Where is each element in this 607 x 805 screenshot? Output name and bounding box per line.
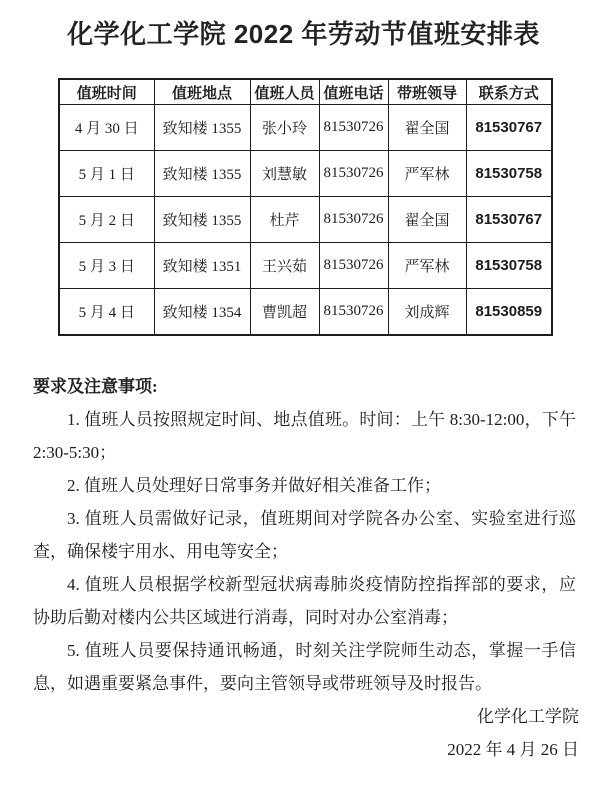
- cell-duty-time: 5 月 3 日: [59, 243, 154, 289]
- duty-schedule-table: [58, 78, 553, 336]
- cell-duty-location: 致知楼 1354: [154, 289, 250, 336]
- signature-block: [0, 700, 579, 766]
- cell-duty-leader: 严军林: [388, 151, 466, 197]
- cell-contact: 81530767: [466, 197, 552, 243]
- cell-duty-person: 张小玲: [250, 105, 319, 151]
- cell-duty-location: 致知楼 1355: [154, 105, 250, 151]
- cell-duty-leader: 刘成辉: [388, 289, 466, 336]
- cell-contact: 81530767: [466, 105, 552, 151]
- table-row: [59, 151, 552, 197]
- cell-duty-person: 杜芹: [250, 197, 319, 243]
- cell-duty-time: 5 月 2 日: [59, 197, 154, 243]
- col-header-duty-phone: 值班电话: [319, 79, 388, 105]
- table-row: [59, 289, 552, 336]
- cell-contact: 81530758: [466, 243, 552, 289]
- cell-duty-time: 5 月 1 日: [59, 151, 154, 197]
- table-header-row: [59, 79, 552, 105]
- document-page: [0, 17, 607, 805]
- cell-duty-phone: 81530726: [319, 151, 388, 197]
- notes-section: [33, 370, 576, 700]
- cell-duty-location: 致知楼 1355: [154, 151, 250, 197]
- note-item-3: 3. 值班人员需做好记录，值班期间对学院各办公室、实验室进行巡查，确保楼宇用水、用电等安全；: [33, 509, 576, 561]
- page-title: 化学化工学院 2022 年劳动节值班安排表: [67, 19, 540, 49]
- col-header-duty-person: 值班人员: [250, 79, 319, 105]
- cell-duty-phone: 81530726: [319, 243, 388, 289]
- note-item-1: 1. 值班人员按照规定时间、地点值班。时间：上午 8:30-12:00，下午 2:30-5:30；: [33, 410, 576, 462]
- table-row: [59, 105, 552, 151]
- notes-heading: 要求及注意事项:: [33, 377, 158, 396]
- note-item-5: 5. 值班人员要保持通讯畅通，时刻关注学院师生动态，掌握一手信息，如遇重要紧急事件，要向主管领导或带班领导及时报告。: [33, 641, 576, 693]
- cell-contact: 81530758: [466, 151, 552, 197]
- cell-duty-leader: 翟全国: [388, 197, 466, 243]
- cell-duty-phone: 81530726: [319, 105, 388, 151]
- cell-duty-phone: 81530726: [319, 289, 388, 336]
- col-header-duty-location: 值班地点: [154, 79, 250, 105]
- note-item-4: 4. 值班人员根据学校新型冠状病毒肺炎疫情防控指挥部的要求，应协助后勤对楼内公共区域进行消毒，同时对办公室消毒；: [33, 575, 576, 627]
- cell-duty-person: 刘慧敏: [250, 151, 319, 197]
- cell-duty-time: 5 月 4 日: [59, 289, 154, 336]
- note-item-2: 2. 值班人员处理好日常事务并做好相关准备工作；: [67, 476, 441, 495]
- cell-duty-leader: 严军林: [388, 243, 466, 289]
- col-header-duty-leader: 带班领导: [388, 79, 466, 105]
- cell-duty-time: 4 月 30 日: [59, 105, 154, 151]
- cell-contact: 81530859: [466, 289, 552, 336]
- cell-duty-phone: 81530726: [319, 197, 388, 243]
- cell-duty-location: 致知楼 1351: [154, 243, 250, 289]
- col-header-duty-time: 值班时间: [59, 79, 154, 105]
- cell-duty-location: 致知楼 1355: [154, 197, 250, 243]
- cell-duty-person: 曹凯超: [250, 289, 319, 336]
- table-row: [59, 197, 552, 243]
- table-row: [59, 243, 552, 289]
- signature-date: 2022 年 4 月 26 日: [447, 740, 579, 759]
- cell-duty-leader: 翟全国: [388, 105, 466, 151]
- signature-org: 化学化工学院: [477, 707, 579, 726]
- col-header-contact: 联系方式: [466, 79, 552, 105]
- cell-duty-person: 王兴茹: [250, 243, 319, 289]
